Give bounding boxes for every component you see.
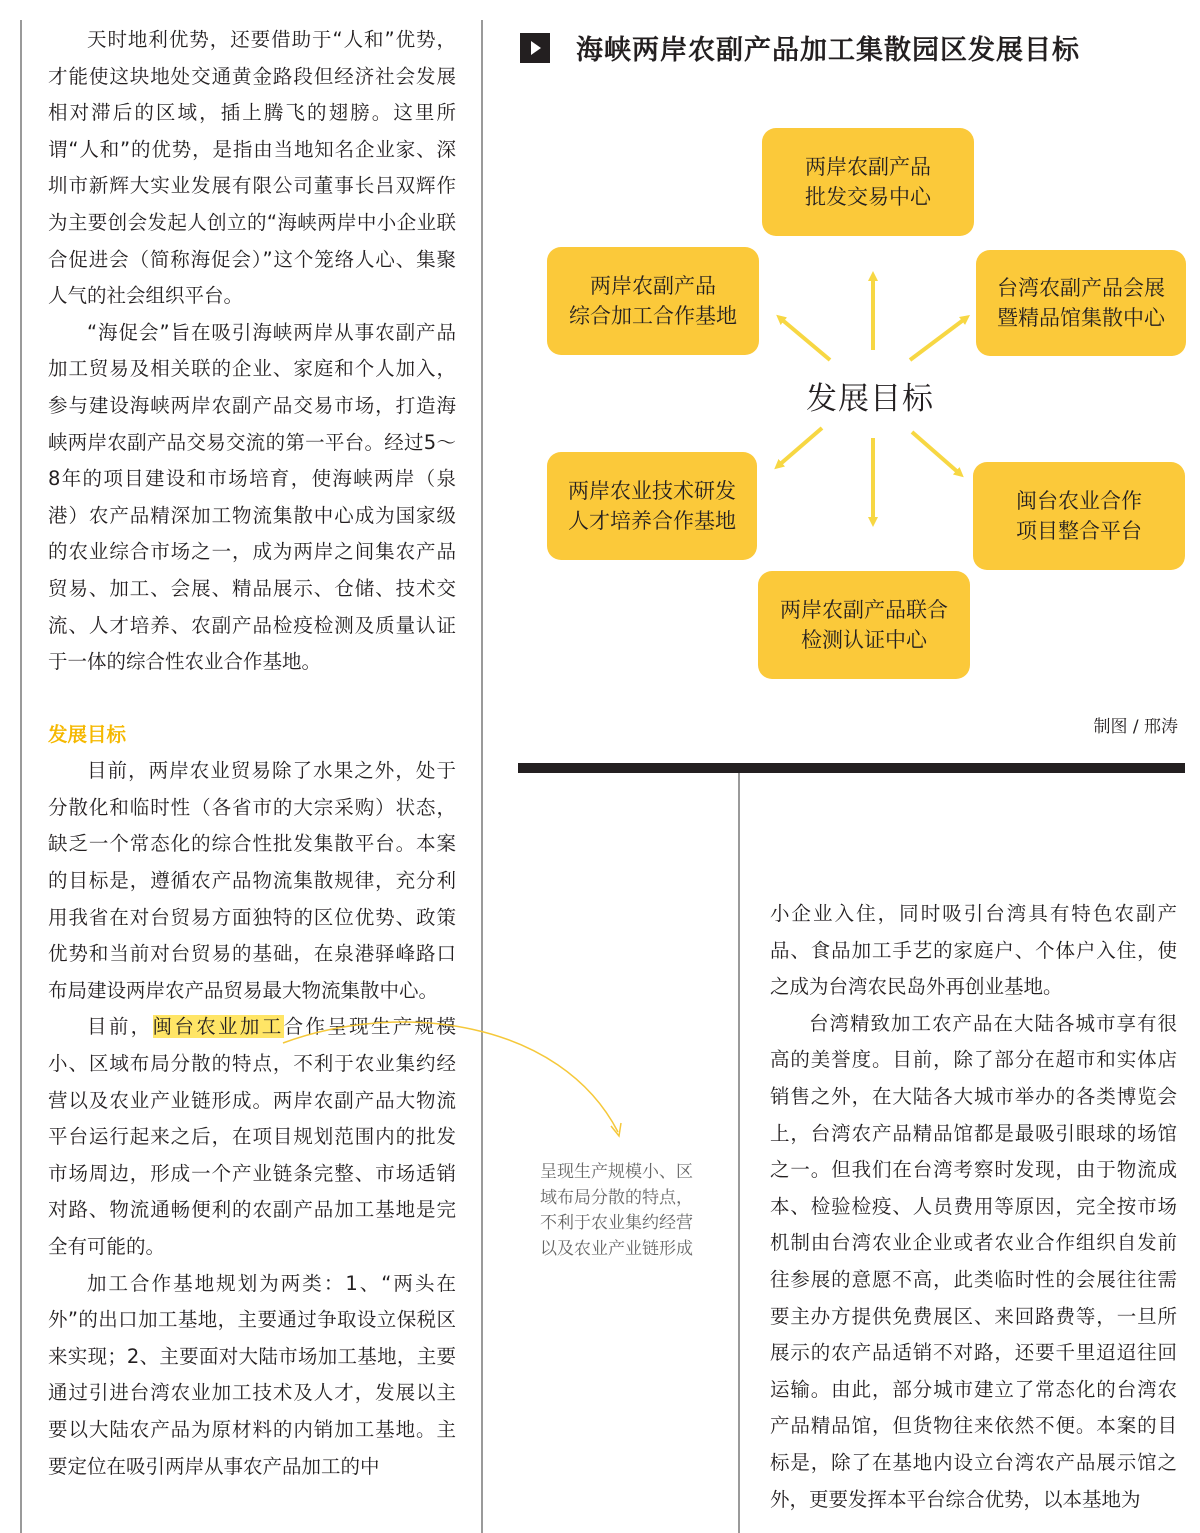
diagram-credit: 制图 / 邢涛 (1093, 717, 1178, 737)
diagram-title (520, 28, 1080, 67)
article-paragraph: 台湾精致加工农产品在大陆各城市享有很高的美誉度。目前，除了部分在超市和实体店销售之外，在大陆各大城市举办的各类博览会上，台湾农产品精品馆都是最吸引眼球的场馆之一。但我们在台湾考察时发现，由于物流成本、检验检疫、人员费用等原因，完全按市场机制由台湾农业企业或者农业合作组织自发前往参展的意愿不高，此类临时性的会展往往需要主办方提供免费展区、来回路费等，一旦所展示的农产品适销不对路，还要千里迢迢往回运输。由此，部分城市建立了常态化的台湾农产品精品馆，但货物往来依然不便。本案的目标是，除了在基地内设立台湾农产品展示馆之外，更要发挥本平台综合优势，以本基地为 (770, 1011, 1177, 1511)
article-paragraph: 目前，两岸农业贸易除了水果之外，处于分散化和临时性（各省市的大宗采购）状态，缺乏一个常态化的综合性批发集散平台。本案的目标是，遵循农产品物流集散规律，充分利用我省在对台贸易方面独特的区位优势、政策优势和当前对台贸易的基础，在泉港驿峰路口布局建设两岸农产品贸易最大物流集散中心。 (48, 759, 456, 1002)
goal-box-line: 闽台农业合作 (1016, 489, 1142, 513)
arrow-to-lower-left (778, 428, 822, 466)
goal-box-exhibition-center (976, 250, 1186, 356)
diagram-title-text: 海峡两岸农副产品加工集散园区发展目标 (576, 35, 1080, 66)
arrow-to-lower-right (912, 432, 960, 474)
goal-box-wholesale-center (762, 128, 974, 236)
goal-box-line: 两岸农副产品 (805, 155, 931, 179)
right-article-column (770, 896, 1177, 1518)
goal-box-line: 两岸农业技术研发 (568, 479, 736, 503)
article-paragraph: 天时地利优势，还要借助于“人和”优势，才能使这块地处交通黄金路段但经济社会发展相对滞后的区域，插上腾飞的翅膀。这里所谓“人和”的优势，是指由当地知名企业家、深圳市新辉大实业发展有限公司董事长吕双辉作为主要创会发起人创立的“海峡两岸中小企业联合促进会（简称海促会）”这个笼络人心、集聚人气的社会组织平台。 (48, 28, 456, 308)
arrow-to-upper-left (780, 318, 830, 360)
goal-box-research-base (547, 452, 757, 560)
play-triangle-icon (520, 33, 550, 63)
section-divider-bar (518, 763, 1185, 773)
center-column-rule (481, 20, 483, 1533)
section-heading: 发展目标 (48, 722, 127, 746)
goal-box-line: 两岸农副产品联合 (780, 598, 948, 622)
left-article-column (48, 22, 456, 1485)
goal-box-processing-base (547, 247, 759, 355)
left-border-rule (20, 20, 22, 1533)
goal-box-line: 项目整合平台 (1016, 519, 1142, 543)
article-paragraph: “海促会”旨在吸引海峡两岸从事农副产品加工贸易及相关联的企业、家庭和个人加入，参与建设海峡两岸农副产品交易市场，打造海峡两岸农副产品交易交流的第一平台。经过5～8年的项目建设和市场培育，使海峡两岸（泉港）农产品精深加工物流集散中心成为国家级的农业综合市场之一，成为两岸之间集农产品贸易、加工、会展、精品展示、仓储、技术交流、人才培养、农副产品检疫检测及质量认证于一体的综合性农业合作基地。 (48, 320, 456, 674)
highlighted-phrase: 闽台农业加工 (152, 1015, 284, 1039)
pull-quote-callout: 呈现生产规模小、区域布局分散的特点，不利于农业集约经营以及农业产业链形成 (540, 1162, 693, 1259)
goal-box-line: 台湾农副产品会展 (997, 276, 1165, 300)
goal-box-line: 综合加工合作基地 (569, 304, 737, 328)
goal-box-line: 检测认证中心 (801, 628, 927, 652)
goal-box-line: 暨精品馆集散中心 (997, 306, 1165, 330)
article-paragraph: 小企业入住，同时吸引台湾具有特色农副产品、食品加工手艺的家庭户、个体户入住，使之成为台湾农民岛外再创业基地。 (770, 902, 1177, 999)
goal-box-line: 批发交易中心 (805, 185, 931, 209)
right-column-rule (738, 773, 740, 1533)
goal-box-testing-center (758, 571, 970, 679)
paragraph-lead: 目前， (87, 1015, 153, 1039)
article-paragraph: 加工合作基地规划为两类：1、“两头在外”的出口加工基地，主要通过争取设立保税区来实现；2、主要面对大陆市场加工基地，主要通过引进台湾农业加工技术及人才，发展以主要以大陆农产品为原材料的内销加工基地。主要定位在吸引两岸从事农产品加工的中 (48, 1271, 456, 1478)
goal-box-line: 两岸农副产品 (590, 274, 716, 298)
goal-box-cooperation-platform (973, 462, 1185, 570)
diagram-center-label: 发展目标 (806, 381, 934, 417)
article-paragraph (48, 1009, 456, 1265)
paragraph-body: 合作呈现生产规模小、区域布局分散的特点，不利于农业集约经营以及农业产业链形成。两岸农副产品大物流平台运行起来之后，在项目规划范围内的批发市场周边，形成一个产业链条完整、市场适销对路、物流通畅便利的农副产品加工基地是完全有可能的。 (48, 1015, 456, 1258)
arrow-to-upper-right (910, 318, 966, 360)
goal-box-line: 人才培养合作基地 (568, 509, 736, 533)
